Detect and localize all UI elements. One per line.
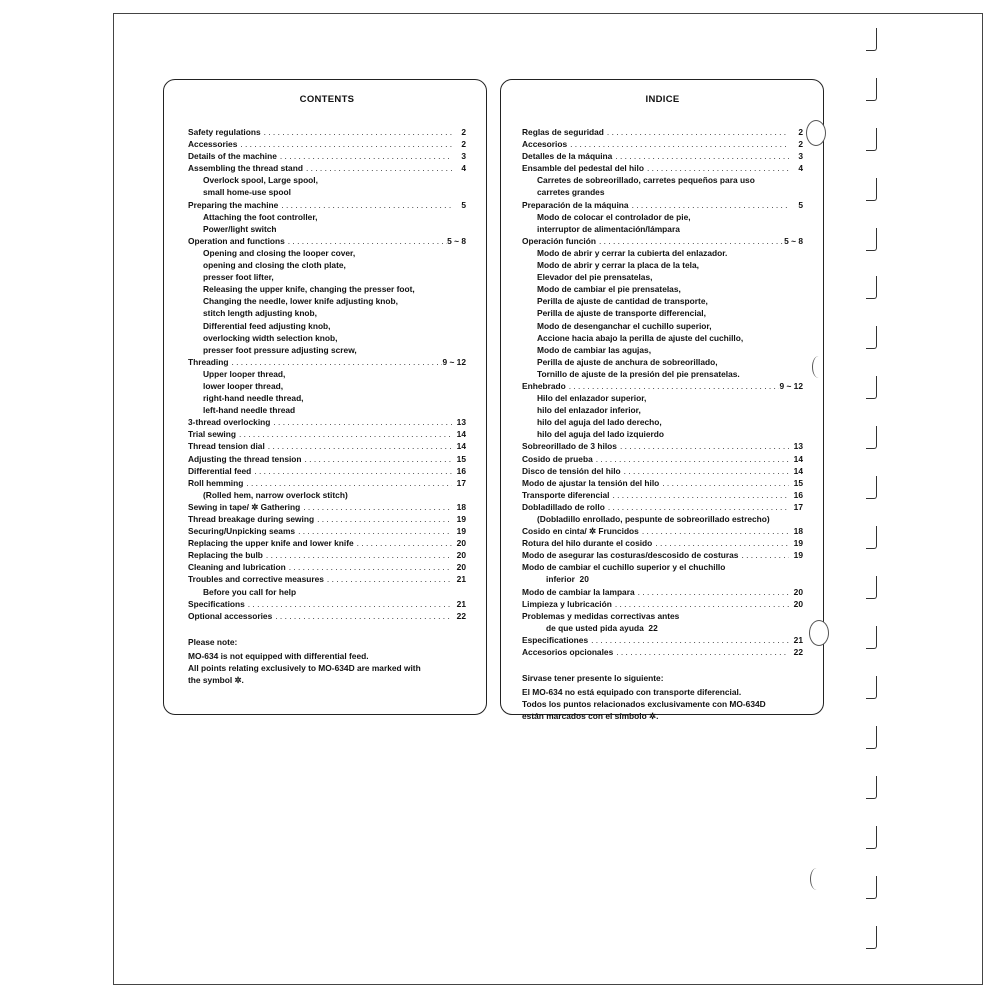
toc-entry (522, 138, 803, 150)
toc-entry-page: 3 (798, 151, 803, 162)
toc-leader-dots (285, 235, 447, 247)
index-tab-icon (866, 376, 877, 399)
toc-entry (188, 126, 466, 138)
toc-entry-title: Specifications (188, 598, 245, 609)
toc-leader-dots (300, 501, 452, 513)
toc-entry (188, 453, 466, 465)
toc-entry-page: 14 (456, 441, 466, 452)
toc-entry-title: (Rolled hem, narrow overlock stitch) (203, 489, 348, 500)
toc-entry-title: Cleaning and lubrication (188, 562, 286, 573)
toc-entry-title: Upper looper thread, (203, 368, 286, 379)
toc-entry-title: Overlock spool, Large spool, (203, 175, 318, 186)
note-line: Sirvase tener presente lo siguiente: (522, 673, 664, 684)
toc-entry-page: 21 (793, 634, 803, 645)
toc-entry-title: inferior (546, 574, 575, 585)
toc-entry-page: 13 (456, 417, 466, 428)
toc-entry-title: Perilla de ajuste de transporte differencial, (537, 308, 706, 319)
toc-leader-dots (613, 646, 789, 658)
toc-entry (522, 404, 803, 416)
index-tab-icon (866, 876, 877, 899)
index-tab-icon (866, 576, 877, 599)
toc-entry (522, 211, 803, 223)
toc-entry-title: interruptor de alimentación/lámpara (537, 223, 680, 234)
toc-entry-page: 5 (798, 199, 803, 210)
toc-entry-page: 18 (793, 526, 803, 537)
toc-leader-dots (295, 525, 452, 537)
toc-entry-title: Modo de desenganchar el cuchillo superior, (537, 320, 712, 331)
index-tab-icon (866, 128, 877, 151)
toc-entry (522, 332, 803, 344)
toc-entry-title: Modo de cambiar el pie prensatelas, (537, 284, 681, 295)
toc-entry-title: Tornillo de ajuste de la presión del pie prensatelas. (537, 368, 740, 379)
toc-entry-title: Cosido de prueba (522, 453, 593, 464)
toc-entry (188, 416, 466, 428)
toc-entry (522, 283, 803, 295)
toc-entry (188, 392, 466, 404)
toc-leader-dots (261, 126, 452, 138)
toc-leader-dots (237, 138, 452, 150)
indice-title: INDICE (645, 94, 680, 105)
toc-entry (188, 404, 466, 416)
toc-entry-title: Accione hacia abajo la perilla de ajuste del cuchillo, (537, 332, 744, 343)
toc-entry (522, 477, 803, 489)
toc-leader-dots (612, 150, 789, 162)
toc-entry (188, 356, 466, 368)
toc-entry-page: 20 (456, 550, 466, 561)
toc-leader-dots (605, 501, 789, 513)
toc-entry (522, 344, 803, 356)
toc-entry-page: 5 ~ 8 (447, 235, 466, 246)
toc-leader-dots (612, 598, 789, 610)
index-tab-icon (866, 826, 877, 849)
toc-entry-page: 2 (798, 127, 803, 137)
toc-entry-title: Releasing the upper knife, changing the presser foot, (203, 284, 415, 295)
toc-entry-page: 3 (461, 151, 466, 162)
toc-entry (522, 489, 803, 501)
toc-entry-title: small home-use spool (203, 187, 291, 198)
toc-leader-dots (265, 440, 452, 452)
toc-entry (522, 634, 803, 646)
toc-entry-title: Detalles de la máquina (522, 151, 613, 162)
toc-entry (188, 344, 466, 356)
toc-entry-title: lower looper thread, (203, 380, 284, 391)
toc-entry (522, 162, 803, 174)
toc-entry-page: 15 (793, 477, 803, 488)
toc-entry (522, 598, 803, 610)
index-tab-icon (866, 426, 877, 449)
toc-entry (522, 646, 803, 658)
toc-entry-page: 22 (793, 647, 803, 658)
toc-entry-page: 21 (456, 574, 466, 585)
toc-entry-title: Securing/Unpicking seams (188, 526, 296, 537)
index-tab-icon (866, 926, 877, 949)
note-line: El MO-634 no está equipado con transporte diferencial. (522, 687, 742, 698)
toc-entry-title: Operation and functions (188, 235, 285, 246)
toc-entry (522, 549, 803, 561)
toc-entry-title: Hilo del enlazador superior, (537, 393, 647, 404)
toc-leader-dots (596, 235, 784, 247)
toc-entry-title: Disco de tensión del hilo (522, 465, 621, 476)
toc-entry-title: Modo de cambiar la lampara (522, 586, 635, 597)
toc-entry-title: Accessories (188, 139, 238, 150)
toc-entry-title: Trial sewing (188, 429, 236, 440)
toc-entry (522, 622, 803, 634)
toc-entry-title: Differential feed adjusting knob, (203, 320, 331, 331)
toc-entry-page: 20 (456, 562, 466, 573)
index-tab-icon (866, 28, 877, 51)
toc-entry-page: 4 (798, 163, 803, 174)
toc-entry-page: 2 (798, 139, 803, 150)
toc-entry (522, 537, 803, 549)
toc-entry (188, 428, 466, 440)
note-line: MO-634 is not equipped with differential feed. (188, 650, 369, 661)
toc-entry-title: Reglas de seguridad (522, 127, 604, 137)
binder-ring-icon (806, 120, 826, 146)
index-tab-icon (866, 526, 877, 549)
note-line: All points relating exclusively to MO-634D are marked with (188, 662, 421, 673)
toc-entry-title: Optional accessories (188, 610, 273, 621)
toc-entry-title: Modo de asegurar las costuras/descosido de costuras (522, 550, 739, 561)
toc-leader-dots (652, 537, 789, 549)
toc-leader-dots (635, 586, 789, 598)
toc-entry (188, 199, 466, 211)
toc-entry-title: Enhebrado (522, 380, 566, 391)
toc-entry-page: 2 (461, 127, 466, 137)
toc-entry-title: Replacing the upper knife and lower knife (188, 538, 354, 549)
contents-panel (163, 79, 487, 715)
toc-entry (188, 186, 466, 198)
toc-entry (522, 235, 803, 247)
toc-entry (188, 537, 466, 549)
toc-entry (188, 586, 466, 598)
toc-entry (522, 356, 803, 368)
toc-entry-title: presser foot pressure adjusting screw, (203, 344, 357, 355)
toc-entry-title: Details of the machine (188, 151, 277, 162)
toc-entry-page: 5 ~ 8 (784, 235, 803, 246)
binder-ring-icon (812, 356, 825, 378)
index-tab-icon (866, 178, 877, 201)
note-line: Todos los puntos relacionados exclusivamente con MO-634D (522, 699, 766, 710)
toc-entry (522, 186, 803, 198)
toc-entry (188, 368, 466, 380)
toc-entry-title: Preparación de la máquina (522, 199, 629, 210)
toc-leader-dots (263, 549, 452, 561)
toc-entry (522, 368, 803, 380)
toc-entry-title: right-hand needle thread, (203, 393, 304, 404)
toc-entry (522, 247, 803, 259)
toc-entry (188, 573, 466, 585)
toc-entry-title: Modo de cambiar las agujas, (537, 344, 652, 355)
toc-entry (188, 235, 466, 247)
toc-entry-title: overlocking width selection knob, (203, 332, 338, 343)
toc-entry (522, 223, 803, 235)
toc-entry-title: Perilla de ajuste de anchura de sobreorillado, (537, 356, 718, 367)
toc-leader-dots (644, 162, 789, 174)
toc-entry-title: hilo del aguja del lado derecho, (537, 417, 662, 428)
contents-title: CONTENTS (299, 94, 355, 105)
toc-entry-page: 14 (456, 429, 466, 440)
toc-entry-title: Assembling the thread stand (188, 163, 303, 174)
toc-leader-dots (286, 561, 452, 573)
toc-entry (522, 295, 803, 307)
toc-entry-title: Attaching the foot controller, (203, 211, 318, 222)
toc-leader-dots (659, 477, 789, 489)
toc-entry (188, 223, 466, 235)
toc-entry-page: 9 ~ 12 (779, 380, 803, 391)
index-tab-icon (866, 78, 877, 101)
toc-entry-title: Accesorios (522, 139, 568, 150)
toc-leader-dots (588, 634, 789, 646)
toc-entry-page: 2 (461, 139, 466, 150)
toc-entry-title: Modo de abrir y cerrar la placa de la tela, (537, 260, 699, 271)
toc-entry (522, 465, 803, 477)
contents-note (188, 636, 466, 686)
toc-entry (188, 332, 466, 344)
toc-entry-title: Cosido en cinta/ ✲ Fruncidos (522, 526, 639, 537)
toc-entry-title: Differential feed (188, 465, 252, 476)
indice-note (522, 672, 803, 722)
toc-leader-dots (302, 453, 452, 465)
toc-entry (188, 211, 466, 223)
toc-entry (188, 320, 466, 332)
toc-entry (522, 440, 803, 452)
toc-entry-page: 19 (793, 538, 803, 549)
indice-list (522, 126, 803, 658)
toc-entry (522, 525, 803, 537)
toc-entry (522, 271, 803, 283)
toc-leader-dots (277, 150, 452, 162)
toc-entry-title: de que usted pida ayuda (546, 622, 644, 633)
toc-entry (522, 150, 803, 162)
toc-entry (188, 610, 466, 622)
note-line: the symbol ✲. (188, 674, 244, 685)
toc-entry-title: Accesorios opcionales (522, 647, 614, 658)
toc-entry-title: stitch length adjusting knob, (203, 308, 317, 319)
toc-leader-dots (314, 513, 452, 525)
toc-entry (522, 307, 803, 319)
indice-panel (500, 79, 824, 722)
toc-entry-page: 19 (456, 526, 466, 537)
toc-entry-title: Adjusting the thread tension (188, 453, 302, 464)
index-tab-icon (866, 776, 877, 799)
toc-entry-title: Modo de colocar el controlador de pie, (537, 211, 691, 222)
toc-leader-dots (272, 610, 452, 622)
toc-entry-page: 19 (456, 514, 466, 524)
toc-entry (522, 259, 803, 271)
toc-entry-title: Thread tension dial (188, 441, 265, 452)
toc-entry-page: 17 (793, 501, 803, 512)
toc-entry-page: 13 (793, 441, 803, 452)
toc-entry-page: 19 (793, 550, 803, 561)
toc-entry (522, 573, 803, 585)
toc-leader-dots (243, 477, 452, 489)
toc-entry-page: 20 (456, 538, 466, 549)
toc-entry (188, 549, 466, 561)
toc-entry (522, 199, 803, 211)
toc-entry-page: 22 (648, 622, 658, 633)
index-tab-icon (866, 726, 877, 749)
toc-entry-title: Thread breakage during sewing (188, 514, 315, 524)
toc-entry-page: 20 (793, 598, 803, 609)
toc-entry-title: Especificationes (522, 634, 589, 645)
toc-entry-title: Carretes de sobreorillado, carretes pequeños para uso (537, 175, 755, 186)
toc-entry-title: Before you call for help (203, 586, 297, 597)
toc-leader-dots (245, 598, 452, 610)
toc-entry-title: Limpieza y lubricación (522, 598, 612, 609)
toc-entry-title: opening and closing the cloth plate, (203, 260, 346, 271)
toc-entry (522, 610, 803, 622)
toc-entry-title: carretes grandes (537, 187, 605, 198)
toc-entry (188, 138, 466, 150)
toc-leader-dots (236, 428, 452, 440)
toc-entry-title: presser foot lifter, (203, 272, 274, 283)
toc-entry-title: Transporte diferencial (522, 489, 610, 500)
toc-entry-page: 4 (461, 163, 466, 174)
toc-leader-dots (738, 549, 789, 561)
toc-entry (522, 320, 803, 332)
toc-entry-title: Modo de abrir y cerrar la cubierta del enlazador. (537, 247, 728, 258)
toc-entry (188, 598, 466, 610)
toc-entry-title: Modo de ajustar la tensión del hilo (522, 477, 660, 488)
toc-entry-title: Changing the needle, lower knife adjusting knob, (203, 296, 398, 307)
toc-entry-title: Safety regulations (188, 127, 261, 137)
toc-leader-dots (604, 126, 789, 138)
toc-entry-title: Threading (188, 356, 229, 367)
index-tab-icon (866, 326, 877, 349)
toc-entry (188, 513, 466, 525)
toc-leader-dots (354, 537, 452, 549)
toc-entry-title: Perilla de ajuste de cantidad de transporte, (537, 296, 708, 307)
toc-entry-title: left-hand needle thread (203, 405, 296, 416)
toc-entry (522, 501, 803, 513)
toc-entry-title: Ensamble del pedestal del hilo (522, 163, 644, 174)
toc-leader-dots (617, 440, 789, 452)
toc-leader-dots (621, 465, 789, 477)
toc-entry-title: hilo del aguja del lado izquierdo (537, 429, 665, 440)
index-tab-icon (866, 676, 877, 699)
index-tab-icon (866, 228, 877, 251)
toc-entry (188, 174, 466, 186)
toc-entry (188, 162, 466, 174)
toc-entry-title: Roll hemming (188, 477, 244, 488)
toc-entry-page: 14 (793, 453, 803, 464)
toc-leader-dots (567, 138, 789, 150)
toc-entry (522, 586, 803, 598)
toc-entry (188, 295, 466, 307)
toc-entry-title: Rotura del hilo durante el cosido (522, 538, 653, 549)
toc-entry-page: 15 (456, 453, 466, 464)
binder-ring-icon (810, 868, 823, 890)
binder-ring-icon (809, 620, 829, 646)
toc-leader-dots (228, 356, 442, 368)
toc-entry-page: 16 (456, 465, 466, 476)
toc-leader-dots (566, 380, 780, 392)
toc-entry (188, 561, 466, 573)
toc-entry (522, 380, 803, 392)
toc-entry-title: Elevador del pie prensatelas, (537, 272, 653, 283)
toc-leader-dots (278, 199, 452, 211)
toc-entry-title: Modo de cambiar el cuchillo superior y el chuchillo (522, 562, 726, 573)
toc-entry-page: 20 (793, 586, 803, 597)
toc-entry (522, 174, 803, 186)
toc-entry (188, 489, 466, 501)
note-line: están marcados con el símbolo ✲. (522, 711, 659, 722)
toc-leader-dots (610, 489, 790, 501)
toc-entry-title: Sobreorillado de 3 hilos (522, 441, 617, 452)
toc-entry (188, 150, 466, 162)
index-tab-icon (866, 476, 877, 499)
toc-entry-page: 16 (793, 489, 803, 500)
toc-entry-title: Troubles and corrective measures (188, 574, 324, 585)
toc-entry-title: Power/light switch (203, 223, 277, 234)
toc-entry-title: hilo del enlazador inferior, (537, 405, 641, 416)
toc-entry-title: Operación función (522, 235, 596, 246)
toc-entry-page: 17 (456, 477, 466, 488)
note-line: Please note: (188, 636, 238, 647)
toc-entry-page: 9 ~ 12 (442, 356, 466, 367)
toc-leader-dots (270, 416, 452, 428)
toc-entry-page: 18 (456, 501, 466, 512)
toc-entry-page: 14 (793, 465, 803, 476)
toc-leader-dots (324, 573, 452, 585)
toc-entry (188, 271, 466, 283)
toc-entry (188, 477, 466, 489)
toc-entry (188, 247, 466, 259)
toc-entry-title: Preparing the machine (188, 199, 279, 210)
toc-entry (188, 501, 466, 513)
toc-entry-page: 21 (456, 598, 466, 609)
toc-leader-dots (629, 199, 789, 211)
toc-leader-dots (593, 453, 789, 465)
toc-entry-page: 20 (579, 574, 589, 585)
toc-entry (522, 416, 803, 428)
toc-entry (188, 440, 466, 452)
toc-entry-page: 5 (461, 199, 466, 210)
toc-entry-page: 22 (456, 610, 466, 621)
index-tab-icon (866, 626, 877, 649)
contents-list (188, 126, 466, 622)
toc-entry (522, 561, 803, 573)
toc-entry (522, 428, 803, 440)
toc-leader-dots (251, 465, 452, 477)
toc-entry-title: Problemas y medidas correctivas antes (522, 610, 680, 621)
toc-entry (188, 525, 466, 537)
toc-entry (188, 283, 466, 295)
toc-entry (522, 453, 803, 465)
toc-entry (522, 392, 803, 404)
toc-entry-title: (Dobladillo enrollado, pespunte de sobreorillado estrecho) (537, 514, 770, 524)
toc-entry (188, 307, 466, 319)
toc-entry (188, 465, 466, 477)
toc-entry (522, 513, 803, 525)
toc-entry-title: Sewing in tape/ ✲ Gathering (188, 501, 301, 512)
toc-entry (188, 259, 466, 271)
toc-entry-title: Opening and closing the looper cover, (203, 247, 356, 258)
toc-entry (188, 380, 466, 392)
toc-entry (522, 126, 803, 138)
toc-entry-title: Dobladillado de rollo (522, 501, 605, 512)
index-tab-icon (866, 276, 877, 299)
toc-leader-dots (303, 162, 452, 174)
toc-entry-title: Replacing the bulb (188, 550, 263, 561)
toc-leader-dots (639, 525, 789, 537)
toc-entry-title: 3-thread overlocking (188, 417, 271, 428)
